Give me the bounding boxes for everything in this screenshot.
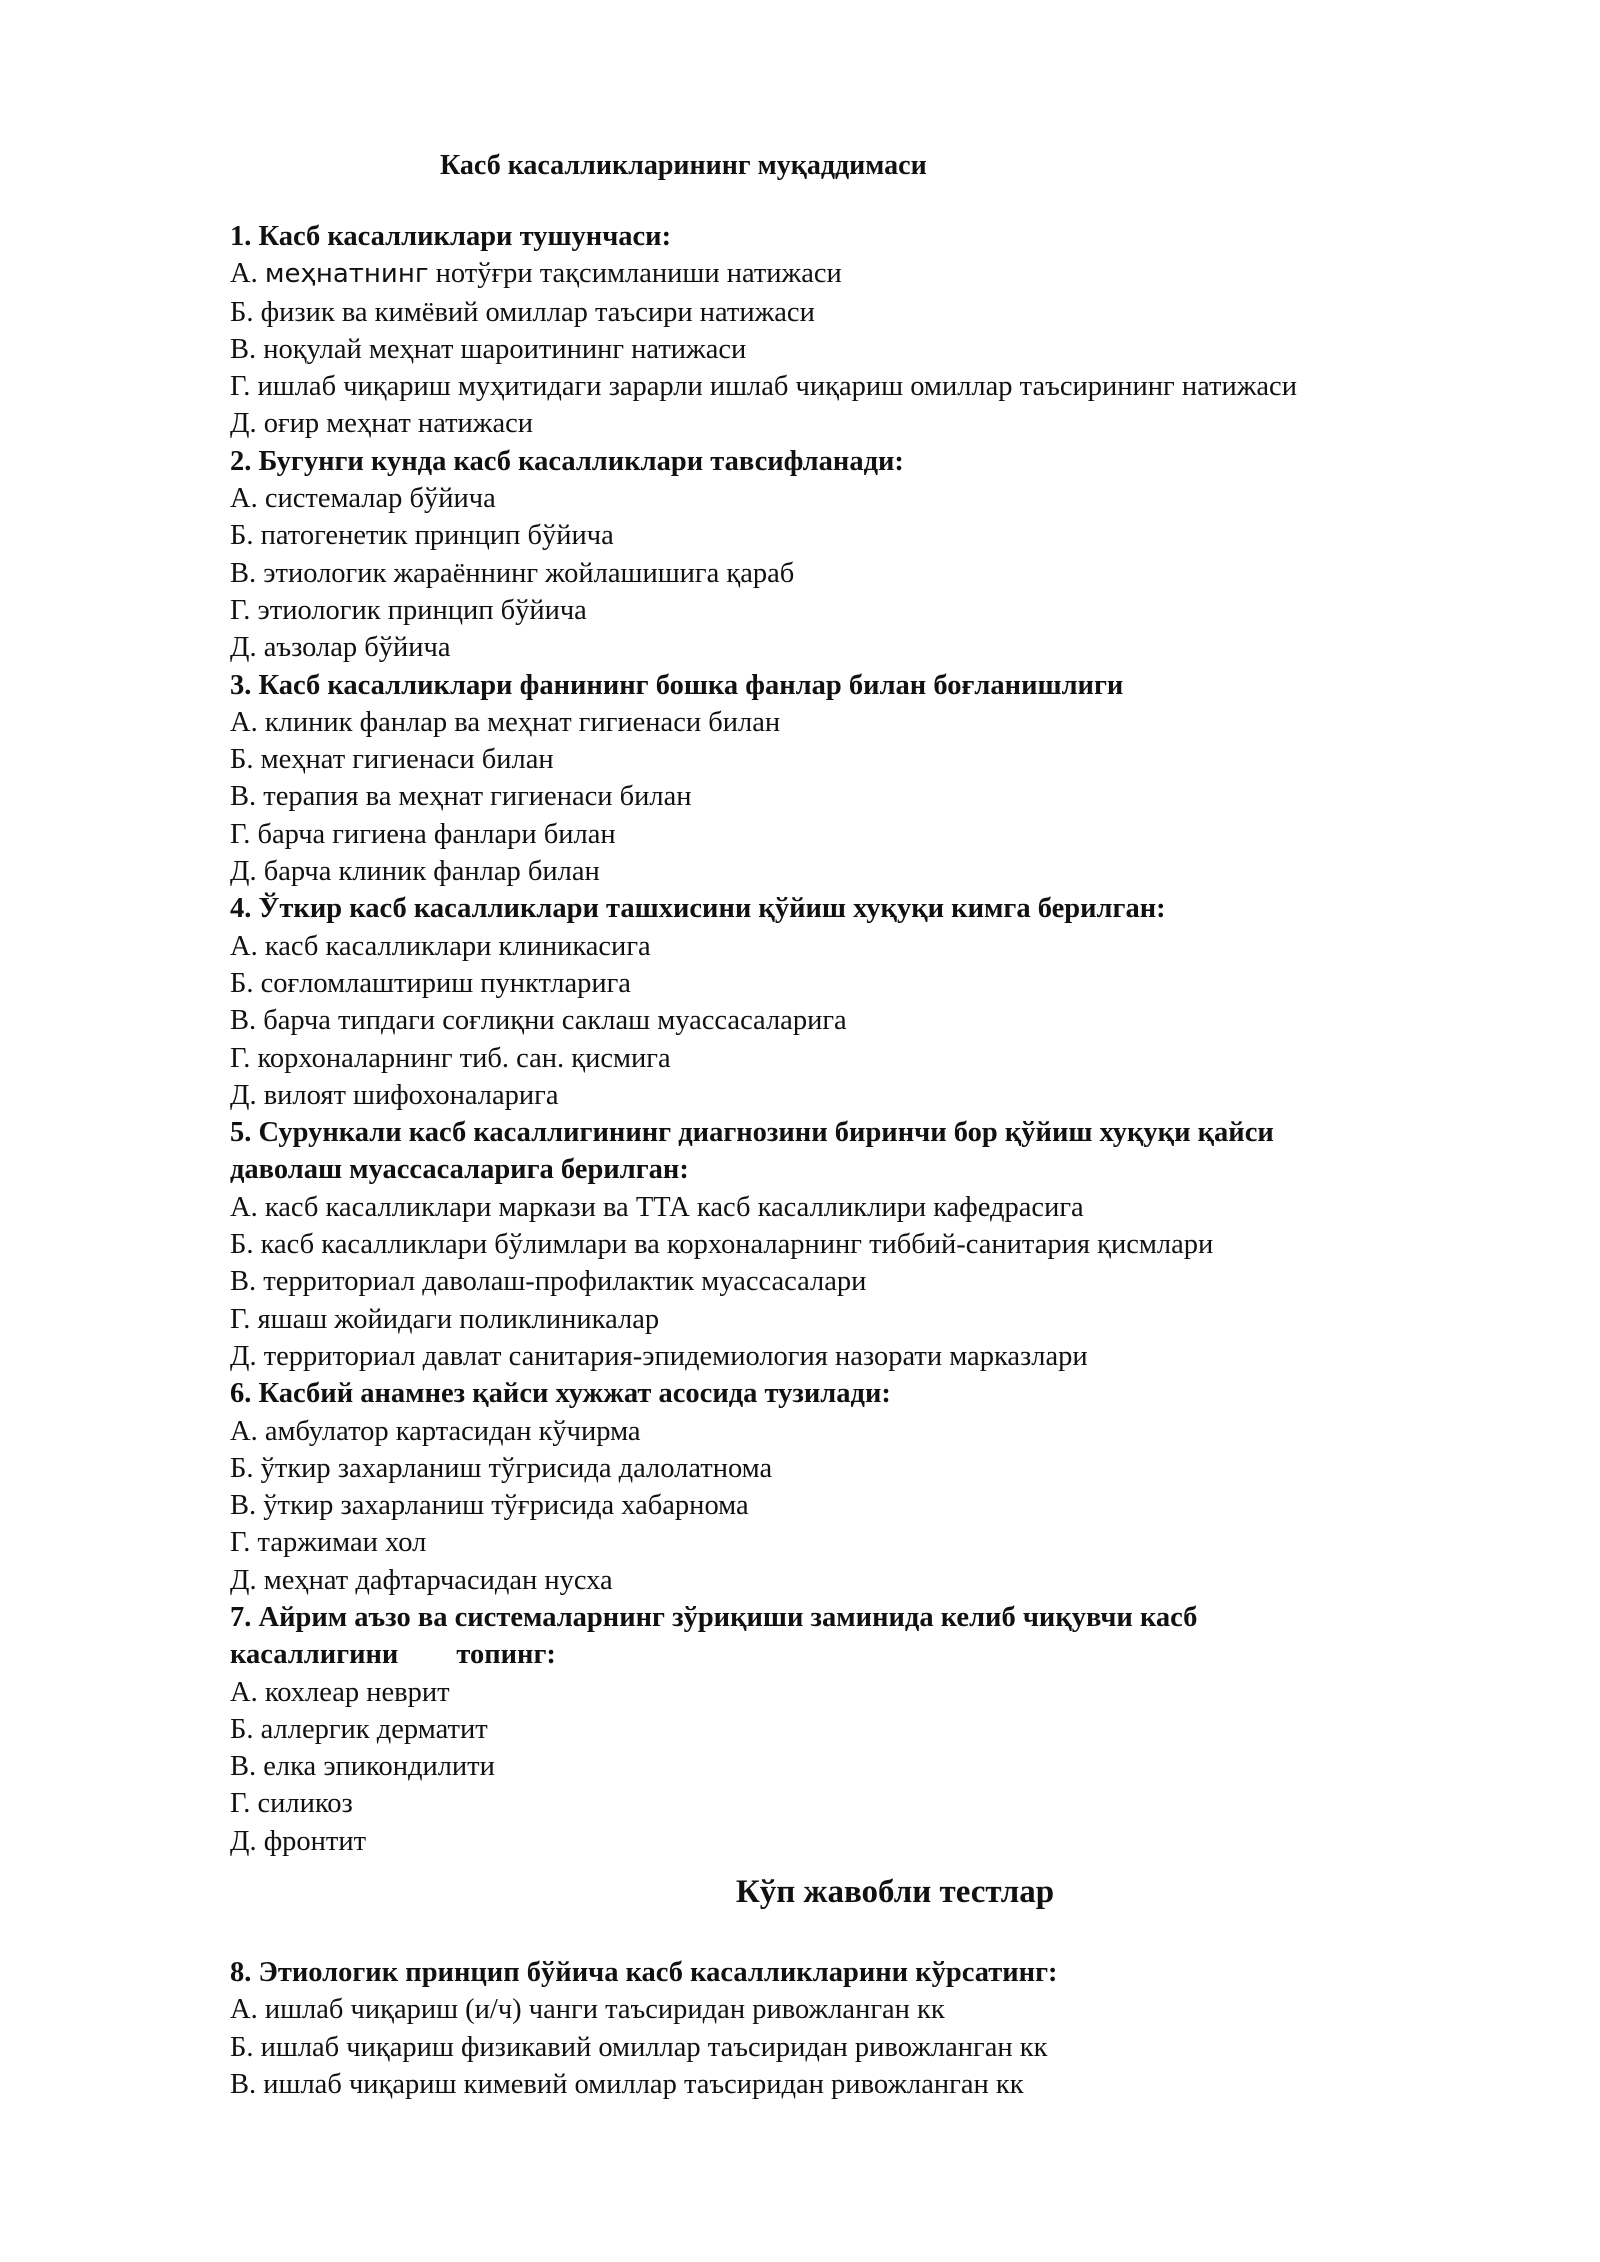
option-a-rest: нотўғри тақсимланиши натижаси (428, 258, 842, 290)
option-a-prefix: А. (230, 258, 265, 290)
question-6: 6. Касбий анамнез қайси хужжат асосида тузилади: (230, 1378, 891, 1410)
question-4-option-g: Г. корхоналарнинг тиб. сан. қисмига (230, 1042, 671, 1074)
question-7-option-a: А. кохлеар неврит (230, 1676, 450, 1708)
question-7-option-g: Г. силикоз (230, 1788, 353, 1820)
question-6-option-a: А. амбулатор картасидан кўчирма (230, 1415, 641, 1447)
question-4-option-d: Д. вилоят шифохоналарига (230, 1079, 559, 1111)
question-5-option-a: А. касб касалликлари маркази ва ТТА касб касалликлири кафедрасига (230, 1191, 1084, 1223)
question-7-line-2 (230, 1636, 1480, 1673)
question-6-option-v: В. ўткир захарланиш тўғрисида хабарнома (230, 1490, 749, 1522)
question-1-option-g: Г. ишлаб чиқариш муҳитидаги зарарли ишлаб чиқариш омиллар таъсирининг натижаси (230, 371, 1297, 403)
question-5-option-g: Г. яшаш жойидаги поликлиникалар (230, 1303, 660, 1335)
question-2: 2. Бугунги кунда касб касалликлари тавсифланади: (230, 445, 904, 477)
option-a-word: меҳнатнинг (264, 259, 429, 290)
question-5-option-b: Б. касб касалликлари бўлимлари ва корхоналарнинг тиббий-санитария қисмлари (230, 1229, 1214, 1261)
question-7-option-d: Д. фронтит (230, 1825, 367, 1857)
question-5-line-2: даволаш муассасаларига берилган: (230, 1154, 689, 1186)
question-7-option-v: В. елка эпикондилити (230, 1751, 495, 1783)
document-page (230, 148, 1480, 2103)
question-3-option-v: В. терапия ва меҳнат гигиенаси билан (230, 781, 692, 813)
question-1-option-a (230, 255, 1480, 293)
question-3-option-d: Д. барча клиник фанлар билан (230, 856, 600, 888)
question-7-line-2-part-a: касаллигини (230, 1639, 399, 1671)
question-8-option-v: В. ишлаб чиқариш кимевий омиллар таъсиридан ривожланган кк (230, 2068, 1024, 2100)
question-5-option-d: Д. территориал давлат санитария-эпидемиология назорати марказлари (230, 1340, 1088, 1372)
question-1-option-d: Д. оғир меҳнат натижаси (230, 408, 534, 440)
question-3: 3. Касб касалликлари фанининг бошка фанлар билан боғланишлиги (230, 669, 1124, 701)
question-7-line-2-part-b: топинг: (456, 1639, 556, 1671)
question-2-option-b: Б. патогенетик принцип бўйича (230, 520, 614, 552)
question-4-option-b: Б. соғломлаштириш пунктларига (230, 967, 631, 999)
question-8-option-a: А. ишлаб чиқариш (и/ч) чанги таъсиридан ривожланган кк (230, 1994, 945, 2026)
question-1: 1. Касб касалликлари тушунчаси: (230, 221, 672, 252)
question-2-option-d: Д. аъзолар бўйича (230, 632, 451, 664)
question-1-option-v: В. ноқулай меҳнат шароитининг натижаси (230, 333, 747, 365)
question-3-option-a: А. клиник фанлар ва меҳнат гигиенаси билан (230, 706, 781, 738)
question-3-option-g: Г. барча гигиена фанлари билан (230, 818, 616, 850)
question-4-option-v: В. барча типдаги соғлиқни саклаш муассасаларига (230, 1005, 847, 1037)
question-1-option-b: Б. физик ва кимёвий омиллар таъсири натижаси (230, 296, 815, 328)
question-5-option-v: В. территориал даволаш-профилактик муассасалари (230, 1266, 867, 1298)
question-2-option-v: В. этиологик жараённинг жойлашишига қараб (230, 557, 795, 589)
question-8-option-b: Б. ишлаб чиқариш физикавий омиллар таъсиридан ривожланган кк (230, 2031, 1048, 2063)
question-4: 4. Ўткир касб касалликлари ташхисини қўйиш хуқуқи кимга берилган: (230, 893, 1166, 925)
question-8: 8. Этиологик принцип бўйича касб касалликларини кўрсатинг: (230, 1957, 1058, 1989)
section-title: Кўп жавобли тестлар (735, 1874, 1055, 1911)
question-7-option-b: Б. аллергик дерматит (230, 1713, 488, 1745)
question-2-option-g: Г. этиологик принцип бўйича (230, 594, 587, 626)
question-6-option-b: Б. ўткир захарланиш тўгрисида далолатнома (230, 1452, 773, 1484)
question-3-option-b: Б. меҳнат гигиенаси билан (230, 744, 554, 776)
question-6-option-g: Г. таржимаи хол (230, 1527, 427, 1559)
question-5-line-1: 5. Сурункали касб касаллигининг диагнозини биринчи бор қўйиш хуқуқи қайси (230, 1117, 1274, 1149)
question-6-option-d: Д. меҳнат дафтарчасидан нусха (230, 1564, 613, 1596)
question-7-line-1: 7. Айрим аъзо ва системаларнинг зўриқиши заминида келиб чиқувчи касб (230, 1601, 1198, 1633)
question-4-option-a: А. касб касалликлари клиникасига (230, 930, 651, 962)
document-title: Касб касалликларининг муқаддимаси (440, 150, 927, 181)
question-2-option-a: А. системалар бўйича (230, 483, 496, 515)
